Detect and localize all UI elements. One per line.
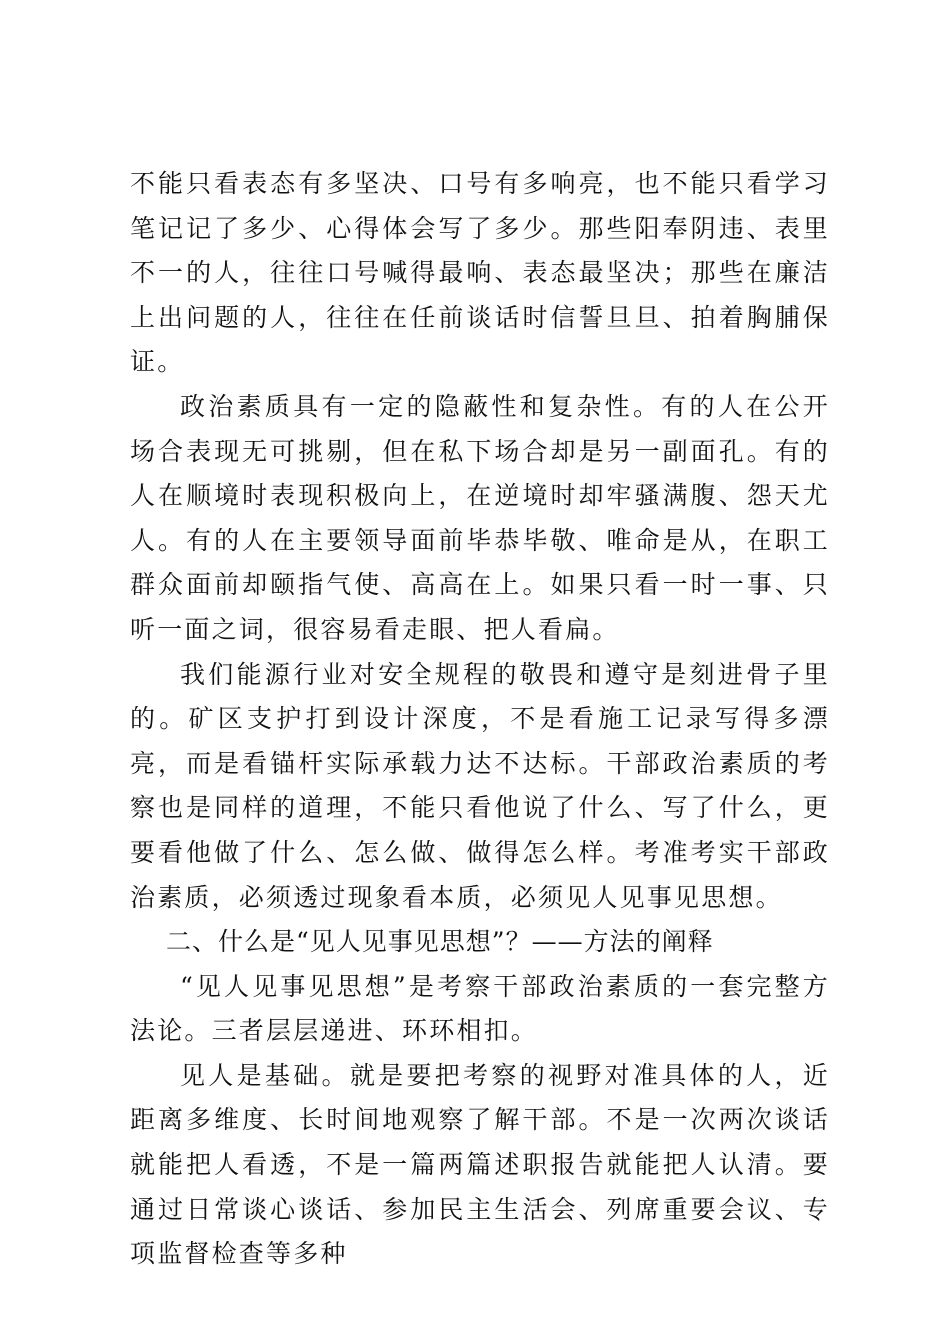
- paragraph-5: “见人见事见思想”是考察干部政治素质的一套完整方法论。三者层层递进、环环相扣。: [130, 971, 830, 1046]
- section-heading: 二、什么是“见人见事见思想”？——方法的阐释: [166, 927, 714, 957]
- document-body: [130, 162, 830, 1277]
- paragraph-6: 见人是基础。就是要把考察的视野对准具体的人，近距离多维度、长时间地观察了解干部。不是一次两次谈话就能把人看透，不是一篇两篇述职报告就能把人认清。要通过日常谈心谈话、参加民主生活会、列席重要会议、专项监督检查等多种: [130, 1060, 830, 1269]
- paragraph-1: 不能只看表态有多坚决、口号有多响亮，也不能只看学习笔记记了多少、心得体会写了多少。那些阳奉阴违、表里不一的人，往往口号喊得最响、表态最坚决；那些在廉洁上出问题的人，往往在任前谈话时信誓旦旦、拍着胸脯保证。: [130, 169, 830, 377]
- paragraph-3: 我们能源行业对安全规程的敬畏和遵守是刻进骨子里的。矿区支护打到设计深度，不是看施工记录写得多漂亮，而是看锚杆实际承载力达不达标。干部政治素质的考察也是同样的道理，不能只看他说了什么、写了什么，更要看他做了什么、怎么做、做得怎么样。考准考实干部政治素质，必须透过现象看本质，必须见人见事见思想。: [130, 659, 830, 912]
- paragraph-2: 政治素质具有一定的隐蔽性和复杂性。有的人在公开场合表现无可挑剔，但在私下场合却是另一副面孔。有的人在顺境时表现积极向上，在逆境时却牢骚满腹、怨天尤人。有的人在主要领导面前毕恭毕敬、唯命是从，在职工群众面前却颐指气使、高高在上。如果只看一时一事、只听一面之词，很容易看走眼、把人看扁。: [130, 391, 830, 644]
